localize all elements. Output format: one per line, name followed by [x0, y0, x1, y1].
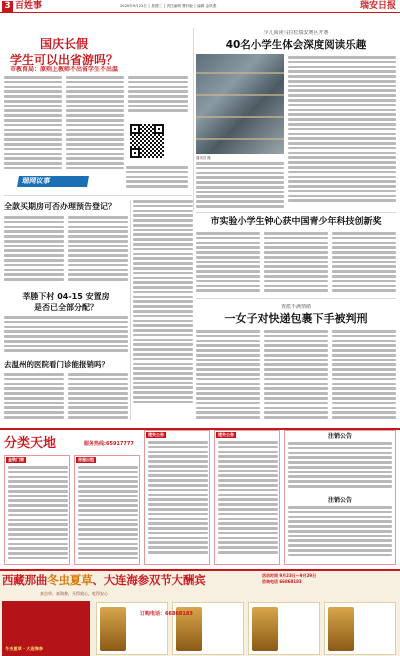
ad-product-4: [324, 602, 396, 655]
hospital-body-col1: [4, 373, 64, 425]
courier-body-col1: [196, 330, 260, 422]
masthead: [0, 0, 400, 13]
science-body-col2: [264, 232, 328, 294]
tax-body-col1: [4, 216, 64, 286]
classifieds-hotline: 服务热线:65917777: [84, 441, 134, 447]
library-photo: [196, 54, 284, 154]
notice-title-1: 注销公告: [327, 433, 352, 440]
holiday-headline-block: [4, 36, 124, 66]
section-title: 百姓事: [15, 1, 43, 11]
advertisement: [0, 569, 400, 656]
ad-headline: 西藏那曲冬虫夏草、大连海参双节大酬宾: [2, 573, 206, 587]
page-number: 3: [2, 1, 13, 12]
courier-body-col2: [264, 330, 328, 422]
classified-head-3: 遗失公告: [148, 432, 164, 437]
classified-head-2: 房屋出租: [78, 457, 94, 462]
holiday-title-1: 国庆长假: [39, 37, 88, 51]
tax-title: 全款买期房可否办理预告登记？: [4, 202, 116, 211]
reading-body-right: [288, 56, 396, 206]
classified-head-1: 金铁门窗: [8, 457, 24, 462]
photo-credit: 通讯员 摄: [196, 156, 211, 160]
courier-body-col3: [332, 330, 396, 422]
newspaper-brand: 瑞安日报: [359, 1, 396, 11]
resettlement-body: [4, 316, 128, 356]
ad-hotline: 订购电话：66868183: [140, 611, 193, 617]
courier-title: 一女子对快递包裹下手被判刑: [224, 312, 368, 325]
tax-body-col2: [68, 216, 128, 286]
classified-head-4: 遗失公告: [218, 432, 234, 437]
ad-product-photo: 冬虫夏草 · 大连海参: [2, 601, 90, 656]
qr-caption: [126, 166, 188, 192]
ad-info: 活动时间 9月23日—9月29日 咨询电话 66868183: [262, 573, 317, 584]
side-column: [133, 200, 193, 415]
holiday-body-col3: [128, 76, 188, 116]
ad-product-3: [248, 602, 320, 655]
qr-banner: 瑞网议事: [17, 176, 89, 187]
ad-tagline: 真虫草，真海参，买得放心，吃得安心: [40, 591, 108, 596]
ad-product-2: [172, 602, 244, 655]
resettlement-title-2: 是否已全部分配？: [34, 303, 98, 312]
hospital-title: 去温州的医院看门诊能报销吗？: [4, 360, 109, 369]
holiday-title-2: 学生可以出省游吗？: [9, 53, 118, 66]
notice-title-2: 注销公告: [327, 497, 352, 504]
classifieds-title: 分类天地: [4, 436, 57, 451]
science-body-col3: [332, 232, 396, 294]
issue-info: 2020年9月23日 │ 星期三 │ 责任编辑 曹轩毅 │ 编辑 金铁燕: [120, 4, 217, 8]
reading-body-left: [196, 162, 284, 210]
science-body-col1: [196, 232, 260, 294]
qr-code: [126, 120, 166, 164]
holiday-body-col1: [4, 76, 62, 172]
reading-title: 40名小学生体会深度阅读乐趣: [225, 39, 367, 51]
holiday-body-col2: [66, 76, 124, 172]
resettlement-title-1: 莘塍下村 04-15 安置房: [22, 292, 110, 301]
courier-kicker: 查派不满情绪: [280, 304, 311, 310]
hospital-body-col2: [68, 373, 128, 425]
science-title: 市实验小学生钟心获中国青少年科技创新奖: [210, 217, 382, 227]
holiday-subtitle: 市教育局：原则上教师不出省学生不出温: [9, 66, 118, 73]
ad-product-1: [96, 602, 168, 655]
reading-kicker: 少儿阅读马拉松瑞安赛区开赛: [263, 30, 329, 36]
